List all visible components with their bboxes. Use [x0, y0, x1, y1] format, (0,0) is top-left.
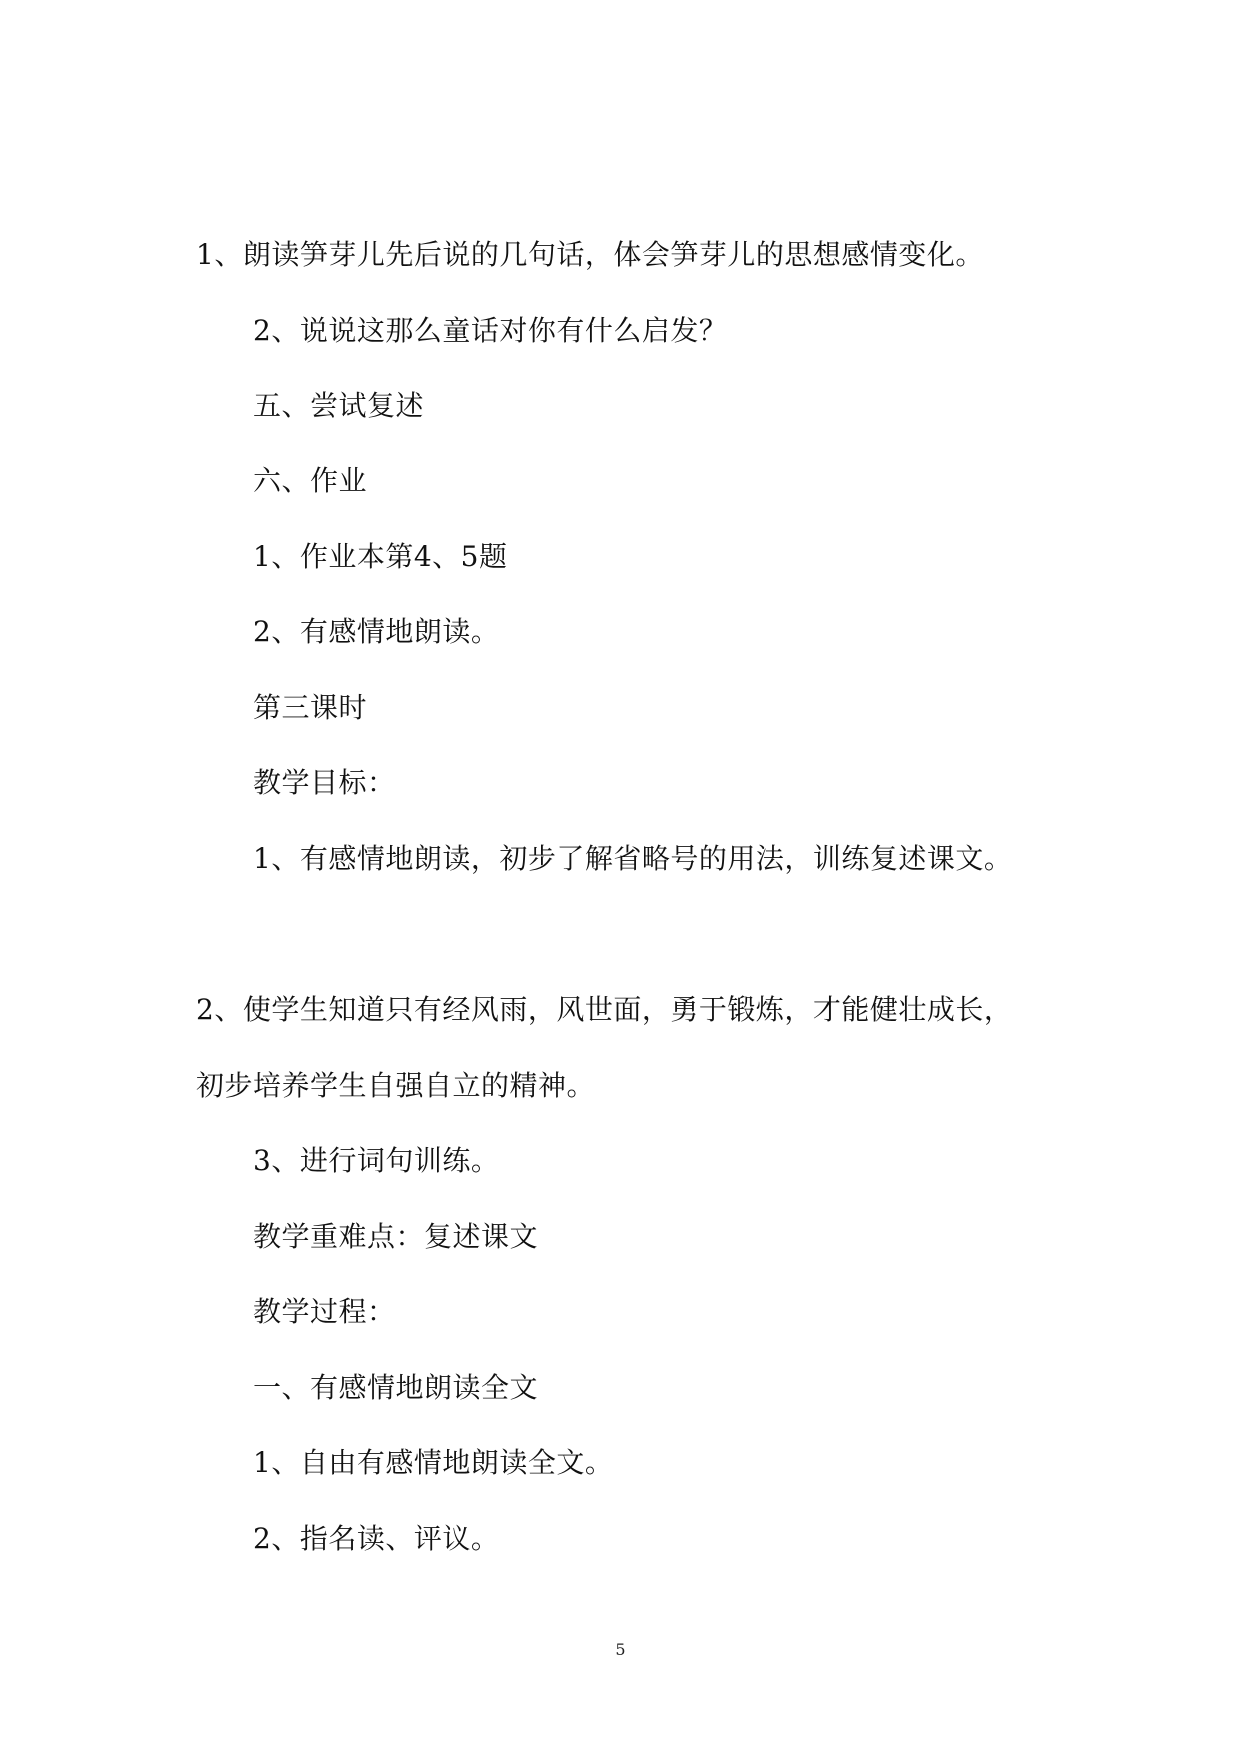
paragraph-line: 1、作业本第4、5题 — [253, 540, 508, 573]
section-heading: 五、尝试复述 — [253, 389, 425, 422]
section-heading: 教学目标： — [253, 766, 396, 799]
paragraph-line: 3、进行词句训练。 — [253, 1144, 500, 1177]
paragraph-line: 2、说说这那么童话对你有什么启发？ — [253, 314, 728, 347]
paragraph-line: 2、指名读、评议。 — [253, 1522, 500, 1555]
section-heading: 六、作业 — [253, 464, 368, 497]
paragraph-line: 1、有感情地朗读，初步了解省略号的用法，训练复述课文。 — [253, 842, 1013, 875]
paragraph-line: 1、朗读笋芽儿先后说的几句话，体会笋芽儿的思想感情变化。 — [196, 238, 984, 271]
section-heading: 教学重难点：复述课文 — [253, 1220, 539, 1253]
paragraph-line: 2、有感情地朗读。 — [253, 615, 500, 648]
paragraph-line: 2、使学生知道只有经风雨，风世面，勇于锻炼，才能健壮成长， — [196, 993, 1013, 1026]
page-number: 5 — [615, 1640, 626, 1659]
section-heading: 第三课时 — [253, 691, 368, 724]
section-heading: 教学过程： — [253, 1295, 396, 1328]
section-heading: 一、有感情地朗读全文 — [253, 1371, 539, 1404]
paragraph-line: 1、自由有感情地朗读全文。 — [253, 1446, 614, 1479]
paragraph-line: 初步培养学生自强自立的精神。 — [196, 1069, 596, 1102]
